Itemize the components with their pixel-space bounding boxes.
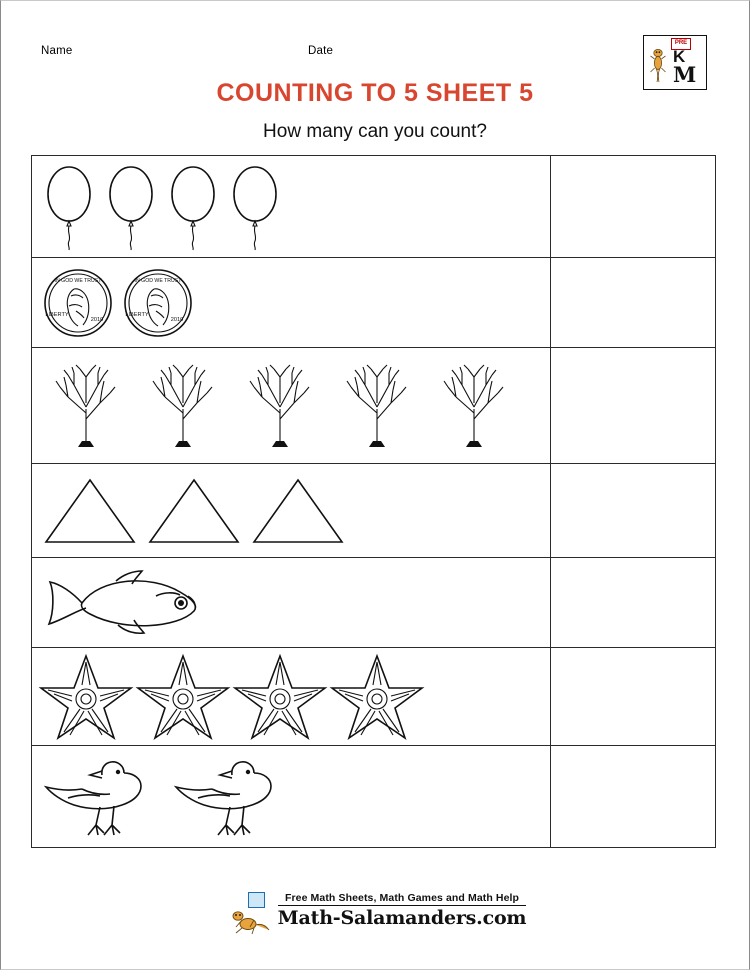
picture-cell-balloons xyxy=(32,156,551,258)
fish-group xyxy=(38,562,214,644)
tree-group xyxy=(38,363,523,449)
table-row xyxy=(32,258,716,348)
penny-coin-icon xyxy=(38,263,118,343)
footer-tagline: Free Math Sheets, Math Games and Math Help xyxy=(278,892,527,906)
starfish-group xyxy=(38,652,426,742)
bare-tree-icon xyxy=(426,363,523,449)
bare-tree-icon xyxy=(38,363,135,449)
picture-cell-starfish xyxy=(32,648,551,746)
bare-tree-icon xyxy=(135,363,232,449)
svg-text:LIBERTY: LIBERTY xyxy=(125,311,149,318)
bird-group xyxy=(38,751,298,843)
answer-cell[interactable] xyxy=(551,746,716,848)
fish-icon xyxy=(38,562,214,644)
bird-icon xyxy=(38,751,168,843)
page-subtitle: How many can you count? xyxy=(263,121,487,142)
bare-tree-icon xyxy=(232,363,329,449)
name-label: Name xyxy=(41,45,73,57)
picture-cell-coins xyxy=(32,258,551,348)
picture-cell-trees xyxy=(32,348,551,464)
starfish-icon xyxy=(135,652,232,742)
svg-text:2010: 2010 xyxy=(170,316,184,323)
worksheet-body xyxy=(15,27,735,945)
page-title: COUNTING TO 5 SHEET 5 xyxy=(216,79,534,107)
balloon-icon xyxy=(38,162,100,252)
footer-url: Math-Salamanders.com xyxy=(277,907,527,929)
starfish-icon xyxy=(329,652,426,742)
table-row xyxy=(32,348,716,464)
penny-coin-icon xyxy=(118,263,198,343)
logo-m-text: M xyxy=(673,62,697,87)
footer xyxy=(15,892,735,929)
table-row xyxy=(32,464,716,558)
svg-text:2010: 2010 xyxy=(90,316,104,323)
logo-pre-text: PRE xyxy=(671,38,691,50)
svg-text:IN GOD WE TRUST: IN GOD WE TRUST xyxy=(134,277,182,284)
answer-cell[interactable] xyxy=(551,648,716,746)
picture-cell-triangles xyxy=(32,464,551,558)
counting-table xyxy=(31,155,716,848)
svg-text:LIBERTY: LIBERTY xyxy=(45,311,69,318)
picture-cell-fish xyxy=(32,558,551,648)
logo-k-text: K xyxy=(673,47,686,66)
picture-cell-birds xyxy=(32,746,551,848)
triangle-group xyxy=(38,472,350,550)
balloon-icon xyxy=(162,162,224,252)
coin-group xyxy=(38,263,198,343)
table-row xyxy=(32,156,716,258)
balloon-icon xyxy=(100,162,162,252)
table-row xyxy=(32,558,716,648)
table-row xyxy=(32,746,716,848)
balloon-icon xyxy=(224,162,286,252)
answer-cell[interactable] xyxy=(551,258,716,348)
triangle-icon xyxy=(142,472,246,550)
bare-tree-icon xyxy=(329,363,426,449)
answer-cell[interactable] xyxy=(551,558,716,648)
svg-text:IN GOD WE TRUST: IN GOD WE TRUST xyxy=(54,277,102,284)
triangle-icon xyxy=(246,472,350,550)
answer-cell[interactable] xyxy=(551,156,716,258)
starfish-icon xyxy=(38,652,135,742)
table-row xyxy=(32,648,716,746)
balloon-group xyxy=(38,162,286,252)
date-label: Date xyxy=(308,45,334,57)
triangle-icon xyxy=(38,472,142,550)
answer-cell[interactable] xyxy=(551,348,716,464)
answer-cell[interactable] xyxy=(551,464,716,558)
starfish-icon xyxy=(232,652,329,742)
bird-icon xyxy=(168,751,298,843)
